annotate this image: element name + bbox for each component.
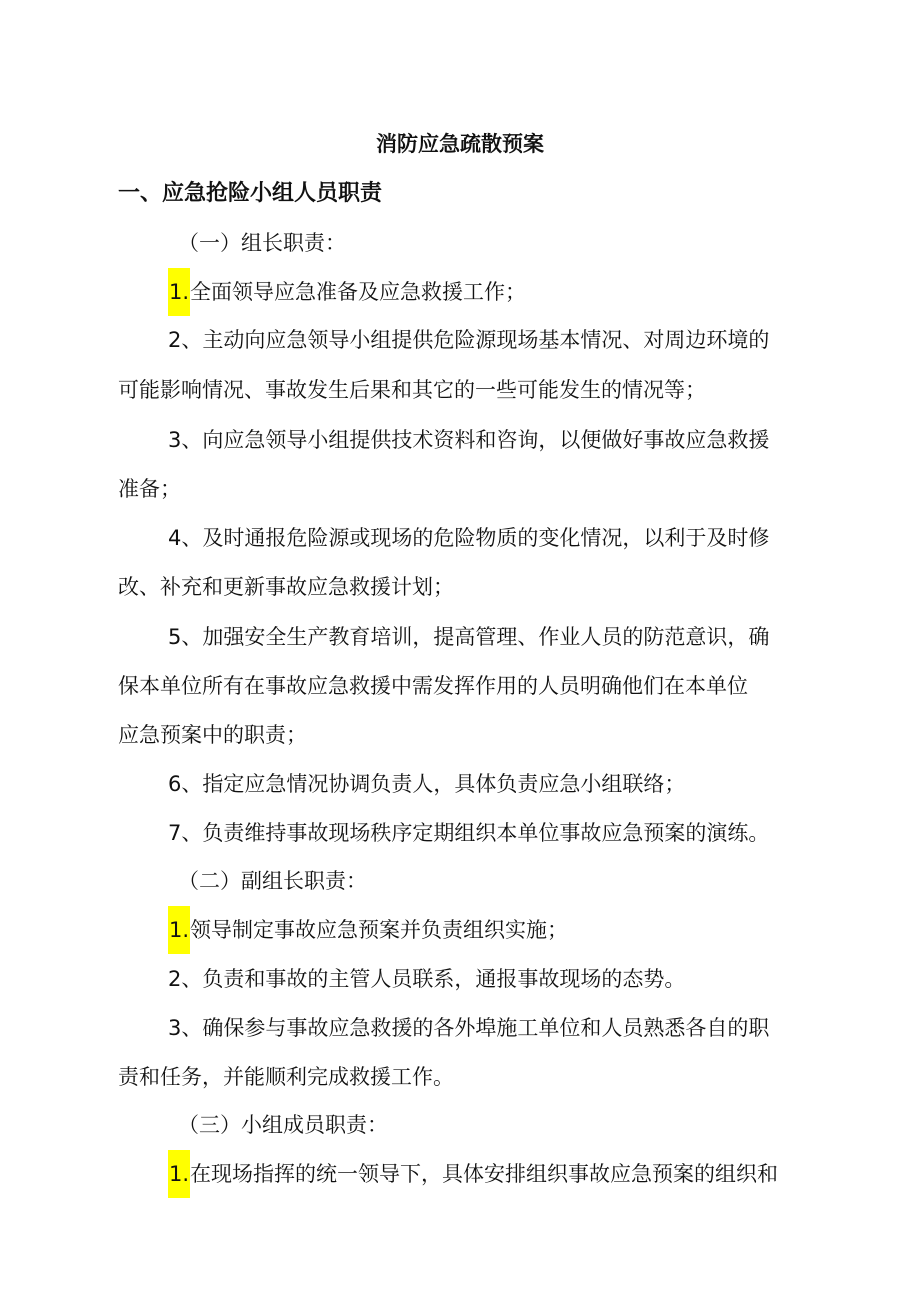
paragraph-line: 7、负责维持事故现场秩序定期组织本单位事故应急预案的演练。	[168, 821, 770, 845]
list-item-members-1	[0, 1160, 920, 1188]
paragraph-line: 改、补充和更新事故应急救援计划；	[118, 575, 454, 599]
document-title: 消防应急疏散预案	[376, 132, 544, 156]
paragraph-line: 5、加强安全生产教育培训，提高管理、作业人员的防范意识，确	[168, 625, 770, 649]
paragraph-line: 准备；	[118, 477, 181, 501]
list-item-deputy-1	[0, 916, 920, 944]
paragraph-text: 在现场指挥的统一领导下，具体安排组织事故应急预案的组织和	[190, 1162, 779, 1186]
subheading-deputy-leader: （二）副组长职责：	[178, 869, 367, 893]
paragraph-line: 3、向应急领导小组提供技术资料和咨询，以便做好事故应急救援	[168, 428, 770, 452]
highlight-number: 1.	[168, 906, 190, 954]
paragraph-line: 6、指定应急情况协调负责人，具体负责应急小组联络；	[168, 772, 686, 796]
paragraph-line: 可能影响情况、事故发生后果和其它的一些可能发生的情况等；	[118, 378, 706, 402]
paragraph-text: 全面领导应急准备及应急救援工作；	[190, 280, 527, 304]
subheading-leader: （一）组长职责：	[178, 231, 346, 255]
section-heading-1: 一、应急抢险小组人员职责	[118, 181, 383, 206]
paragraph-text: 领导制定事故应急预案并负责组织实施；	[190, 918, 569, 942]
paragraph-line: 3、确保参与事故应急救援的各外埠施工单位和人员熟悉各自的职	[168, 1016, 770, 1040]
paragraph-line: 2、负责和事故的主管人员联系，通报事故现场的态势。	[168, 967, 686, 991]
paragraph-line: 2、主动向应急领导小组提供危险源现场基本情况、对周边环境的	[168, 328, 770, 352]
highlight-number: 1.	[168, 1150, 190, 1198]
paragraph-line: 应急预案中的职责；	[118, 723, 307, 747]
paragraph-line: 保本单位所有在事故应急救援中需发挥作用的人员明确他们在本单位	[118, 674, 748, 698]
list-item-leader-1	[0, 278, 920, 306]
paragraph-line: 责和任务，并能顺利完成救援工作。	[118, 1065, 454, 1089]
highlight-number: 1.	[168, 268, 190, 316]
subheading-members: （三）小组成员职责：	[178, 1113, 388, 1137]
paragraph-line: 4、及时通报危险源或现场的危险物质的变化情况，以利于及时修	[168, 526, 770, 550]
